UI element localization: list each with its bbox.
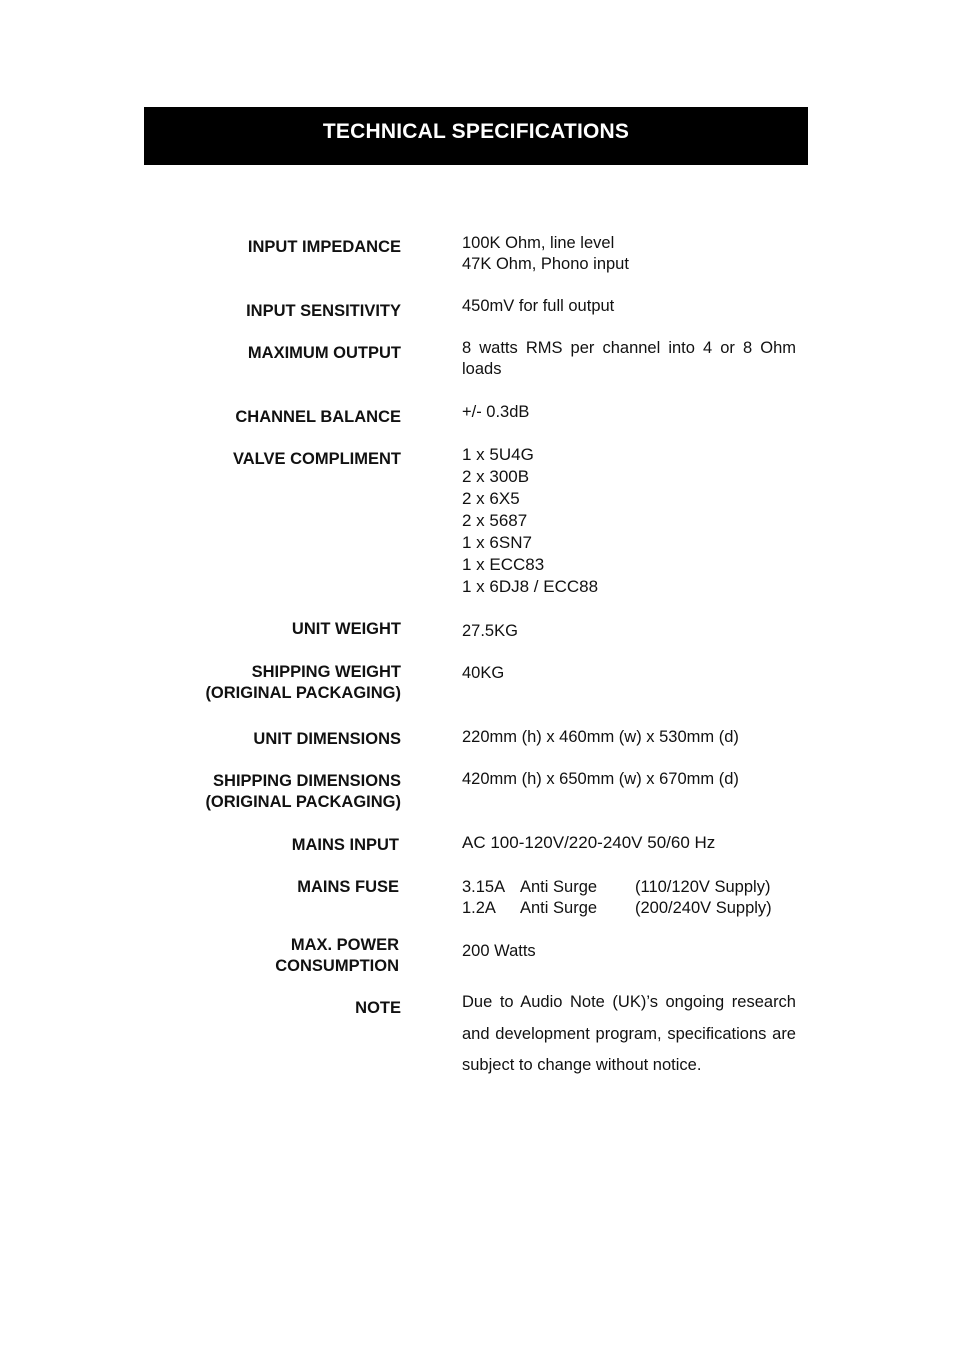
label-max-power — [275, 935, 399, 977]
label-line: (ORIGINAL PACKAGING) — [205, 684, 401, 702]
label-line: SHIPPING WEIGHT — [251, 663, 401, 681]
page-title: TECHNICAL SPECIFICATIONS — [322, 120, 630, 143]
label-mains-input: MAINS INPUT — [291, 836, 399, 854]
fuse-rating: 1.2A — [462, 899, 496, 917]
fuse-type: Anti Surge — [520, 878, 598, 896]
value-max-power: 200 Watts — [462, 942, 536, 960]
fuse-supply: (110/120V Supply) — [635, 878, 771, 896]
label-channel-balance: CHANNEL BALANCE — [235, 408, 401, 426]
label-line: SHIPPING DIMENSIONS — [213, 772, 401, 790]
valve-item: 1 x 6SN7 — [462, 533, 532, 552]
valve-item: 2 x 300B — [462, 467, 530, 486]
valve-item: 2 x 6X5 — [462, 489, 520, 508]
fuse-row — [462, 898, 796, 919]
value-mains-fuse — [462, 877, 796, 919]
title-banner — [144, 107, 808, 165]
valve-item: 2 x 5687 — [462, 511, 528, 530]
value-mains-input: AC 100-120V/220-240V 50/60 Hz — [462, 833, 716, 852]
fuse-row — [462, 877, 796, 898]
value-input-impedance — [462, 233, 796, 275]
label-maximum-output: MAXIMUM OUTPUT — [247, 344, 401, 362]
fuse-type: Anti Surge — [520, 899, 598, 917]
label-unit-weight: UNIT WEIGHT — [291, 620, 401, 638]
valve-item: 1 x 5U4G — [462, 445, 534, 464]
value-valve-compliment — [462, 444, 796, 598]
value-line: 47K Ohm, Phono input — [462, 255, 629, 273]
value-shipping-weight: 40KG — [462, 664, 505, 682]
label-line: CONSUMPTION — [275, 957, 399, 975]
label-mains-fuse: MAINS FUSE — [297, 878, 399, 896]
label-input-sensitivity: INPUT SENSITIVITY — [246, 302, 401, 320]
label-line: MAX. POWER — [290, 936, 399, 954]
value-line: 100K Ohm, line level — [462, 234, 615, 252]
label-shipping-dimensions — [205, 771, 401, 813]
label-line: (ORIGINAL PACKAGING) — [205, 793, 401, 811]
valve-item: 1 x 6DJ8 / ECC88 — [462, 577, 599, 596]
fuse-supply: (200/240V Supply) — [635, 899, 772, 917]
value-maximum-output: 8 watts RMS per channel into 4 or 8 Ohm loads — [462, 339, 796, 378]
value-input-sensitivity: 450mV for full output — [462, 297, 615, 315]
label-shipping-weight — [205, 662, 401, 704]
label-valve-compliment: VALVE COMPLIMENT — [232, 450, 401, 468]
label-note: NOTE — [355, 999, 401, 1017]
fuse-rating: 3.15A — [462, 878, 506, 896]
value-unit-dimensions: 220mm (h) x 460mm (w) x 530mm (d) — [462, 728, 739, 746]
value-shipping-dimensions: 420mm (h) x 650mm (w) x 670mm (d) — [462, 770, 739, 788]
value-unit-weight: 27.5KG — [462, 622, 518, 640]
label-unit-dimensions: UNIT DIMENSIONS — [253, 730, 401, 748]
label-input-impedance: INPUT IMPEDANCE — [247, 238, 401, 256]
valve-item: 1 x ECC83 — [462, 555, 545, 574]
value-channel-balance: +/- 0.3dB — [462, 403, 530, 421]
value-note: Due to Audio Note (UK)’s ongoing research and development program, specifications are subject to change without notice. — [462, 993, 796, 1074]
